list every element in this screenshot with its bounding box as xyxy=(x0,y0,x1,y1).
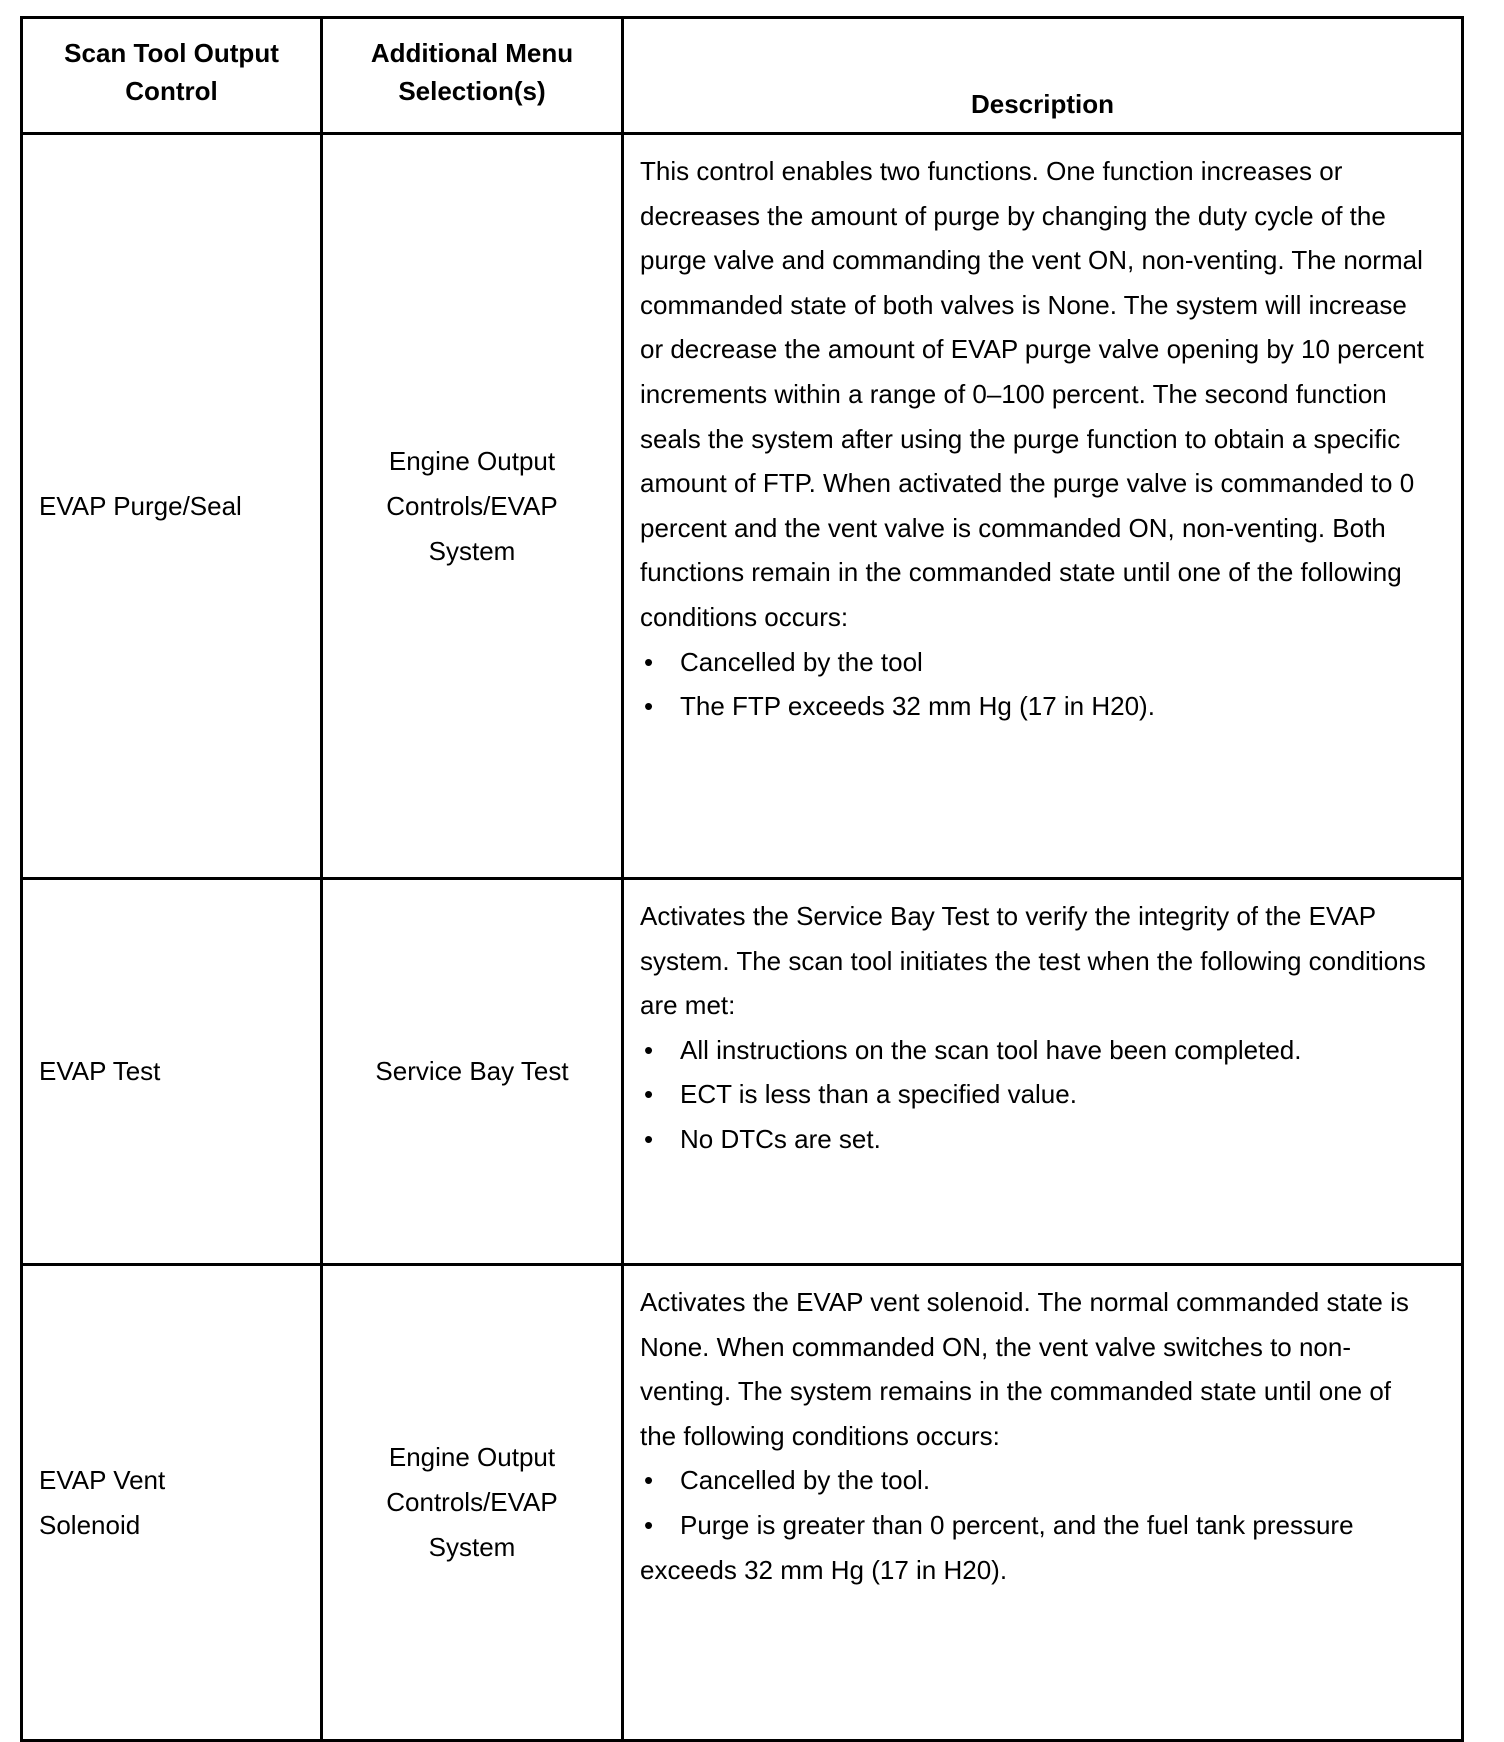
list-item-text: The FTP exceeds 32 mm Hg (17 in H20). xyxy=(680,691,1155,722)
list-item xyxy=(640,684,1431,729)
list-item xyxy=(640,1028,1431,1073)
condition-list xyxy=(640,640,1431,729)
bullet-icon: • xyxy=(644,1123,654,1154)
menu-selection-cell: Engine Output Controls/EVAP System xyxy=(322,134,623,879)
table-header-row xyxy=(22,18,1463,134)
description-text: This control enables two functions. One function increases or decreases the amount of purge by changing the duty cycle of the purge valve and commanding the vent ON, non-venting. The normal commanded state of both valves is None. The system will increase or decrease the amount of EVAP purge valve opening by 10 percent increments within a range of 0–100 percent. The second function seals the system after using the purge function to obtain a specific amount of FTP. When activated the purge valve is commanded to 0 percent and the vent valve is commanded ON, non-venting. Both functions remain in the commanded state until one of the following conditions occurs: xyxy=(640,156,1424,632)
control-cell: EVAP Vent Solenoid xyxy=(22,1265,322,1741)
list-item-text: All instructions on the scan tool have been completed. xyxy=(680,1034,1302,1065)
control-cell: EVAP Test xyxy=(22,879,322,1265)
condition-list xyxy=(640,1028,1431,1162)
description-text: Activates the Service Bay Test to verify the integrity of the EVAP system. The scan tool initiates the test when the following conditions are met: xyxy=(640,901,1426,1021)
bullet-icon: • xyxy=(644,646,654,677)
header-scan-tool-output-control: Scan Tool Output Control xyxy=(22,18,322,134)
description-cell xyxy=(623,879,1463,1265)
list-item-text: Cancelled by the tool. xyxy=(680,1465,931,1496)
bullet-icon: • xyxy=(644,691,654,722)
list-item-text: Purge is greater than 0 percent, and the fuel tank pressure exceeds 32 mm Hg (17 in H20). xyxy=(640,1509,1354,1585)
control-cell: EVAP Purge/Seal xyxy=(22,134,322,879)
description-cell xyxy=(623,1265,1463,1741)
list-item xyxy=(640,640,1431,685)
condition-list xyxy=(640,1458,1431,1592)
list-item-text: Cancelled by the tool xyxy=(680,646,923,677)
table-row xyxy=(22,134,1463,879)
bullet-icon: • xyxy=(644,1079,654,1110)
table-row xyxy=(22,879,1463,1265)
header-description: Description xyxy=(623,18,1463,134)
bullet-icon: • xyxy=(644,1034,654,1065)
list-item xyxy=(640,1117,1431,1162)
table-row xyxy=(22,1265,1463,1741)
description-cell xyxy=(623,134,1463,879)
output-controls-table xyxy=(20,16,1464,1742)
list-item-text: ECT is less than a specified value. xyxy=(680,1079,1077,1110)
header-additional-menu-selections: Additional Menu Selection(s) xyxy=(322,18,623,134)
list-item xyxy=(640,1503,1431,1592)
menu-selection-cell: Service Bay Test xyxy=(322,879,623,1265)
bullet-icon: • xyxy=(644,1465,654,1496)
bullet-icon: • xyxy=(644,1509,654,1540)
list-item-text: No DTCs are set. xyxy=(680,1123,881,1154)
menu-selection-cell: Engine Output Controls/EVAP System xyxy=(322,1265,623,1741)
list-item xyxy=(640,1072,1431,1117)
description-text: Activates the EVAP vent solenoid. The normal commanded state is None. When commanded ON, the vent valve switches to non-venting. The system remains in the commanded state until one of the following conditions occurs: xyxy=(640,1287,1409,1451)
list-item xyxy=(640,1458,1431,1503)
